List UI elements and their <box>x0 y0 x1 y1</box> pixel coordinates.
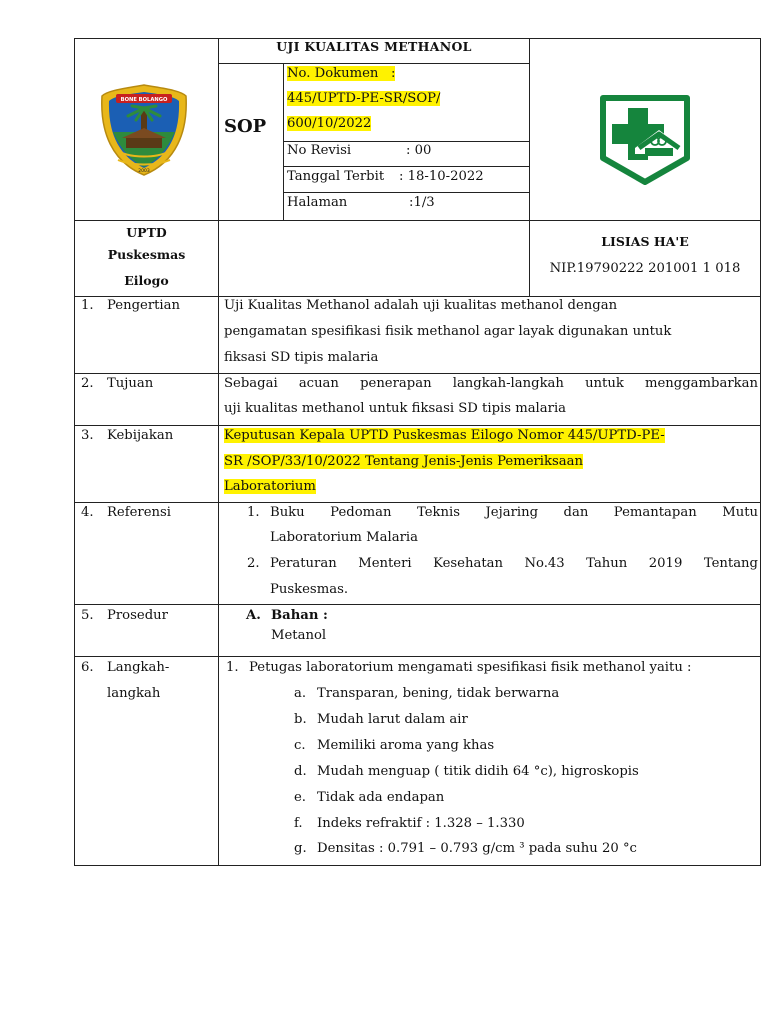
doc-number-line-2 <box>287 116 371 131</box>
tujuan-line-2: uji kualitas methanol untuk fiksasi SD tipis malaria <box>224 401 567 416</box>
langkah-item-b-letter: b. <box>294 712 307 727</box>
kebijakan-line-1 <box>224 428 665 443</box>
kebijakan-line-1-text: Keputusan Kepala UPTD Puskesmas Eilogo Nomor 445/UPTD-PE- <box>224 428 665 443</box>
referensi-item-1-line-1: Buku Pedoman Teknis Jejaring dan Pemantapan Mutu <box>270 505 758 520</box>
langkah-label-1: Langkah- <box>107 660 170 675</box>
prosedur-label: Prosedur <box>107 608 168 623</box>
prosedur-sub-value: Metanol <box>271 628 327 643</box>
langkah-item-b-text: Mudah larut dalam air <box>317 712 468 727</box>
langkah-item-c-letter: c. <box>294 738 306 753</box>
header-signer-cell <box>529 220 761 297</box>
header-blank-cell <box>218 220 530 297</box>
langkah-num: 6. <box>81 660 94 675</box>
signer-name: LISIAS HA'E <box>601 234 689 249</box>
revisi-label: No Revisi <box>287 143 352 158</box>
kebijakan-line-2 <box>224 454 583 469</box>
puskesmas-logo <box>593 88 697 186</box>
pengertian-label: Pengertian <box>107 298 181 313</box>
kebijakan-line-3-text: Laboratorium <box>224 479 316 494</box>
revisi-value: : 00 <box>406 143 432 158</box>
kebijakan-num: 3. <box>81 428 94 443</box>
tujuan-label: Tujuan <box>107 376 154 391</box>
referensi-item-2-line-2: Puskesmas. <box>270 582 349 597</box>
doc-number-label-text: No. Dokumen : <box>287 66 396 81</box>
langkah-step-text: Petugas laboratorium mengamati spesifikasi fisik methanol yaitu : <box>249 660 692 675</box>
org-line-3: Eilogo <box>124 273 169 288</box>
doc-number-line-1-text: 445/UPTD-PE-SR/SOP/ <box>287 91 441 106</box>
header-sop-cell <box>218 63 284 221</box>
referensi-item-2-num: 2. <box>247 556 260 571</box>
regency-logo-year: 2003 <box>138 169 150 174</box>
sop-label: SOP <box>224 116 267 137</box>
langkah-item-g-text: Densitas : 0.791 – 0.793 g/cm ³ pada suhu 20 °c <box>317 841 637 856</box>
signer-nip: NIP.19790222 201001 1 018 <box>549 261 741 276</box>
langkah-label-2: langkah <box>107 686 161 701</box>
halaman-label: Halaman <box>287 195 348 210</box>
regency-logo <box>98 82 190 178</box>
kebijakan-line-2-text: SR /SOP/33/10/2022 Tentang Jenis-Jenis Pemeriksaan <box>224 454 583 469</box>
regency-logo-ribbon: BONE BOLANGO <box>120 97 168 103</box>
langkah-step-num: 1. <box>226 660 239 675</box>
langkah-item-d-letter: d. <box>294 764 307 779</box>
langkah-item-e-text: Tidak ada endapan <box>317 790 445 805</box>
langkah-item-a-letter: a. <box>294 686 307 701</box>
pengertian-num: 1. <box>81 298 94 313</box>
document-title: UJI KUALITAS METHANOL <box>276 39 472 54</box>
langkah-item-f-letter: f. <box>294 816 303 831</box>
prosedur-sub-letter: A. <box>246 608 261 623</box>
referensi-num: 4. <box>81 505 94 520</box>
terbit-label: Tanggal Terbit <box>287 169 385 184</box>
pengertian-line-3: fiksasi SD tipis malaria <box>224 350 379 365</box>
referensi-item-1-line-2: Laboratorium Malaria <box>270 530 418 545</box>
referensi-label: Referensi <box>107 505 172 520</box>
referensi-item-2-line-1: Peraturan Menteri Kesehatan No.43 Tahun 2019 Tentang <box>270 556 758 571</box>
tujuan-line-1: Sebagai acuan penerapan langkah-langkah untuk menggambarkan <box>224 376 758 391</box>
halaman-value: :1/3 <box>409 195 435 210</box>
org-line-1: UPTD <box>126 225 167 240</box>
org-line-2: Puskesmas <box>107 247 186 262</box>
doc-number-line-1 <box>287 91 440 106</box>
langkah-item-d-text: Mudah menguap ( titik didih 64 °c), higroskopis <box>317 764 639 779</box>
doc-number-label <box>287 66 395 81</box>
doc-number-line-2-text: 600/10/2022 <box>287 116 372 131</box>
langkah-item-a-text: Transparan, bening, tidak berwarna <box>317 686 560 701</box>
prosedur-num: 5. <box>81 608 94 623</box>
referensi-item-1-num: 1. <box>247 505 260 520</box>
tujuan-num: 2. <box>81 376 94 391</box>
langkah-item-g-letter: g. <box>294 841 307 856</box>
pengertian-line-2: pengamatan spesifikasi fisik methanol agar layak digunakan untuk <box>224 324 672 339</box>
langkah-item-c-text: Memiliki aroma yang khas <box>317 738 495 753</box>
langkah-item-f-text: Indeks refraktif : 1.328 – 1.330 <box>317 816 525 831</box>
kebijakan-label: Kebijakan <box>107 428 174 443</box>
prosedur-sub-title: Bahan : <box>271 608 328 623</box>
kebijakan-line-3 <box>224 479 316 494</box>
langkah-item-e-letter: e. <box>294 790 306 805</box>
pengertian-line-1: Uji Kualitas Methanol adalah uji kualitas methanol dengan <box>224 298 618 313</box>
terbit-value: : 18-10-2022 <box>399 169 484 184</box>
